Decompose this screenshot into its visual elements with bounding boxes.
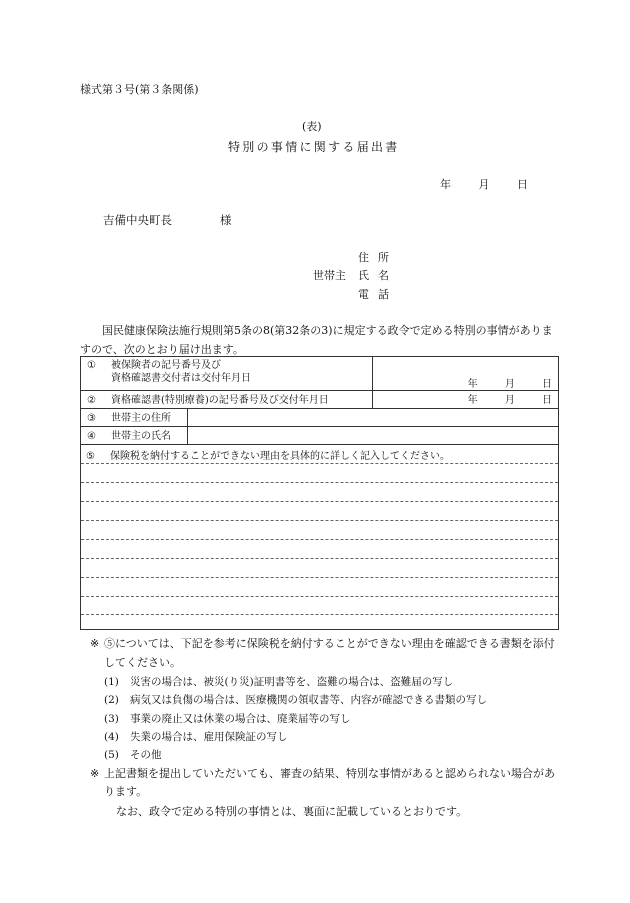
note-review (90, 765, 560, 801)
applicant-role-label: 世帯主 (313, 269, 346, 282)
reason-heading (84, 447, 450, 462)
reason-ruled-line (81, 520, 558, 521)
row-number: ② (87, 395, 96, 406)
item-text: 病気又は負傷の場合は、医療機関の領収書等、内容が確認できる書類の写し (130, 694, 487, 706)
intro-paragraph: 国民健康保険法施行規則第5条の8(第32条の3)に規定する政令で定める特別の事情がありますので、次のとおり届け出ます。 (80, 324, 553, 356)
reason-ruled-line (81, 501, 558, 502)
reason-ruled-line (81, 614, 558, 615)
note-text: 上記書類を提出していただいても、審査の結果、特別な事情があると認められない場合があります。 (104, 767, 555, 798)
addressee-name: 吉備中央町長 (103, 213, 172, 227)
reason-ruled-line (81, 539, 558, 540)
item-number: (1) (104, 676, 119, 688)
note-text: ⑤については、下記を参考に保険税を納付することができない理由を確認できる書類を添付してください。 (104, 637, 555, 669)
side-label: (表) (302, 120, 322, 133)
item-number: (3) (104, 713, 119, 725)
row-number: ④ (87, 431, 96, 442)
date-month-label: 月 (478, 178, 490, 191)
note-reverse-side: なお、政令で定める特別の事情とは、裏面に記載しているとおりです。 (116, 805, 468, 818)
item-number: (4) (104, 731, 119, 743)
reason-input-area[interactable] (80, 444, 559, 630)
date-year-label: 年 (440, 178, 451, 191)
year-label: 年 (467, 379, 478, 390)
item-text: その他 (130, 749, 162, 761)
reason-ruled-line (81, 596, 558, 597)
insured-number-label-cell (81, 357, 373, 391)
item-number: (2) (104, 694, 119, 706)
table-row (81, 357, 559, 391)
list-item (104, 729, 288, 744)
month-label: 月 (504, 379, 515, 390)
note-attachment (90, 634, 560, 672)
table-row (81, 391, 559, 409)
certificate-number-value-cell[interactable] (373, 391, 559, 409)
day-label: 日 (542, 379, 552, 390)
row-number: ① (87, 360, 96, 371)
submission-date (440, 176, 528, 192)
year-label: 年 (467, 395, 478, 406)
reason-ruled-line (81, 482, 558, 483)
date-day-label: 日 (517, 178, 528, 191)
note-mark: ※ (90, 767, 100, 780)
reason-ruled-line (81, 463, 558, 464)
month-label: 月 (504, 395, 515, 406)
insured-number-value-cell[interactable] (373, 357, 559, 391)
row-number: ⑤ (86, 451, 95, 462)
name-label: 氏名 (358, 269, 398, 282)
note-mark: ※ (90, 637, 100, 650)
row-label: 世帯主の住所 (111, 413, 171, 424)
table-row (81, 409, 559, 427)
row-label: 世帯主の氏名 (111, 431, 171, 442)
addressee-honorific: 様 (220, 213, 232, 227)
reason-ruled-line (81, 558, 558, 559)
list-item (104, 747, 162, 762)
household-head-table (80, 408, 559, 445)
household-head-name-input[interactable] (188, 427, 559, 445)
row-label-line1: 被保険者の記号番号及び (111, 360, 221, 371)
item-number: (5) (104, 749, 119, 761)
day-label: 日 (542, 395, 552, 406)
household-head-address-label-cell (81, 409, 188, 427)
phone-label: 電話 (358, 288, 398, 301)
row-label: 保険税を納付することができない理由を具体的に詳しく記入してください。 (110, 451, 450, 462)
list-item (104, 711, 351, 726)
certificate-number-label-cell (81, 391, 373, 409)
list-item (104, 692, 487, 707)
row-number: ③ (87, 413, 96, 424)
household-head-name-label-cell (81, 427, 188, 445)
item-text: 失業の場合は、雇用保険証の写し (130, 731, 288, 743)
row-label-line2: 資格確認書交付者は交付年月日 (111, 373, 251, 384)
row-label: 資格確認書(特別療養)の記号番号及び交付年月日 (111, 395, 329, 406)
table-row (81, 427, 559, 445)
household-head-address-input[interactable] (188, 409, 559, 427)
item-text: 事業の廃止又は休業の場合は、廃業届等の写し (130, 713, 351, 725)
page-title: 特別の事情に関する届出書 (228, 140, 400, 154)
application-table (80, 356, 559, 409)
address-label: 住所 (358, 251, 398, 264)
reason-ruled-line (81, 577, 558, 578)
list-item (104, 674, 453, 689)
item-text: 災害の場合は、被災(り災)証明書等を、盗難の場合は、盗難届の写し (130, 676, 454, 688)
form-number: 様式第３号(第３条関係) (80, 83, 199, 96)
